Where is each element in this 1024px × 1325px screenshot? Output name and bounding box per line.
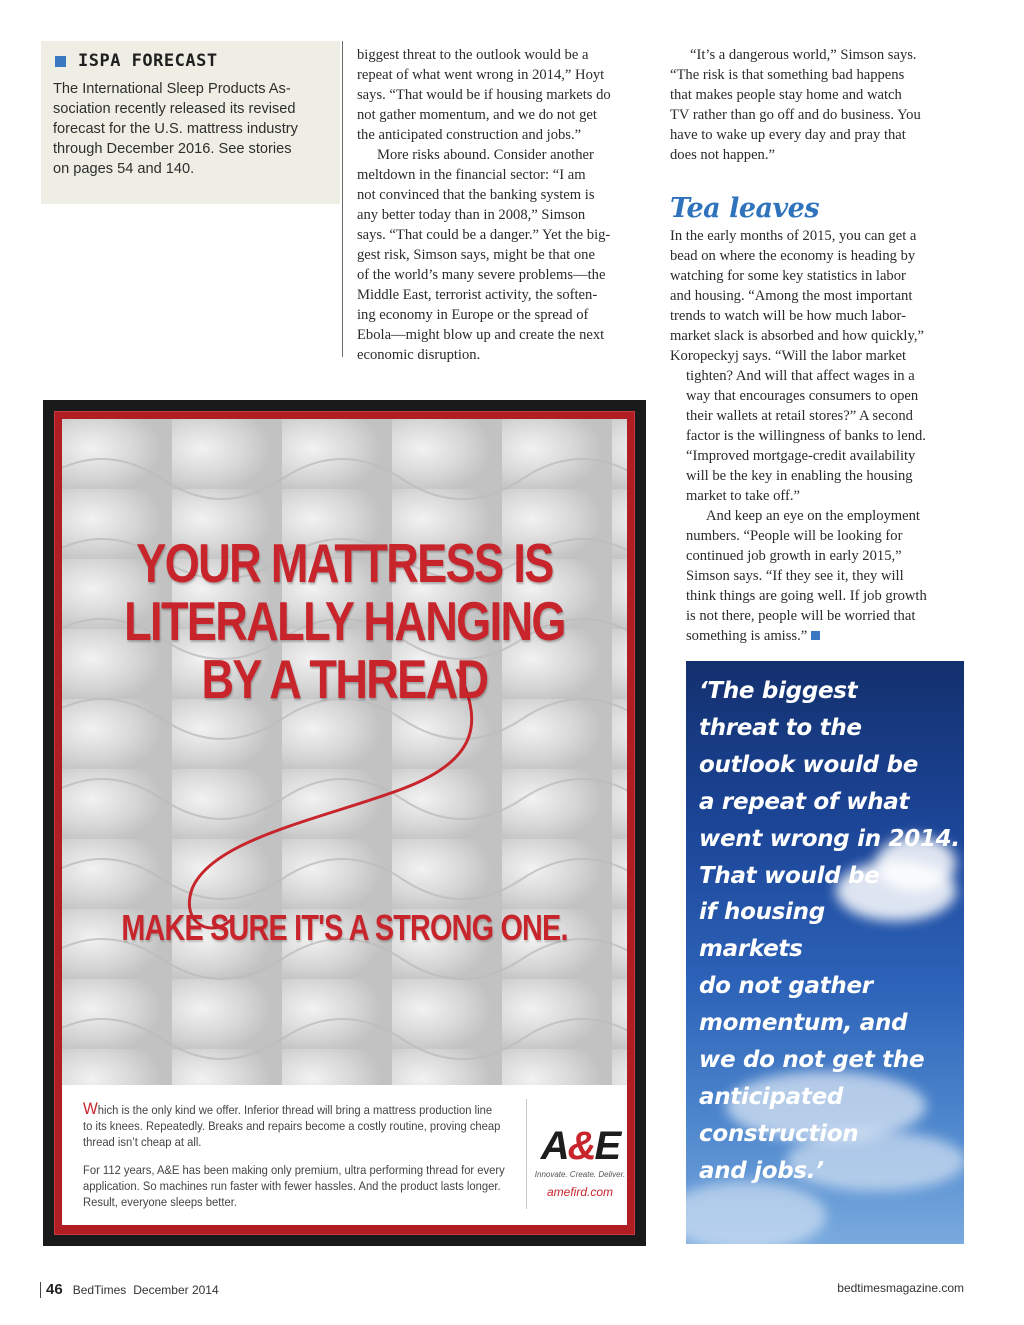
cloud-shape <box>686 1181 826 1244</box>
bullet-square-icon <box>55 56 66 67</box>
text-line: More risks abound. Consider another <box>377 147 594 163</box>
text-line: factor is the willingness of banks to lend. <box>686 428 926 444</box>
column-divider <box>342 41 343 357</box>
page-number: 46 <box>46 1281 63 1298</box>
text-line: watching for some key statistics in labor <box>670 268 906 284</box>
text-line: think things are going well. If job growth <box>686 588 927 604</box>
footer-rule <box>40 1282 41 1298</box>
text-line: not convinced that the banking system is <box>357 187 595 203</box>
ae-website-link[interactable]: amefird.com <box>546 1185 614 1199</box>
text-line: bead on where the economy is heading by <box>670 248 916 264</box>
text-line-last-text: something is amiss.” <box>686 628 808 644</box>
text-line: biggest threat to the outlook would be a <box>357 47 589 63</box>
ae-logo <box>535 1126 625 1166</box>
ad-body-copy <box>83 1099 505 1210</box>
text-line: Simson says. “If they see it, they will <box>686 568 904 584</box>
pull-quote-line: a repeat of what <box>699 788 910 815</box>
ad-headline-line: BY A THREAD <box>201 648 488 710</box>
pull-quote-line: went wrong in 2014. <box>699 825 960 852</box>
ispa-forecast-header <box>53 51 328 71</box>
text-line: any better today than in 2008,” Simson <box>357 207 586 223</box>
pull-quote-line: anticipated <box>699 1083 844 1110</box>
quilt-pattern <box>62 419 627 1092</box>
text-line: market slack is absorbed and how quickly,” <box>670 328 924 344</box>
ad-headline-line: LITERALLY HANGING <box>124 590 565 652</box>
text-line: In the early months of 2015, you can get a <box>670 228 917 244</box>
ispa-forecast-sidebar <box>41 41 340 204</box>
issue-date: December 2014 <box>133 1282 219 1297</box>
article-column-2 <box>357 45 647 365</box>
pull-quote-text <box>699 673 959 1190</box>
article-column-3 <box>670 45 970 165</box>
text-line: not gather momentum, and we do not get <box>357 107 597 123</box>
mattress-quilt-image <box>62 419 627 1092</box>
ad-copy-line: For 112 years, A&E has been making only premium, ultra performing thread for every <box>83 1163 505 1177</box>
end-mark-square-icon <box>811 631 820 640</box>
text-line: Koropeckyj says. “Will the labor market <box>670 348 907 364</box>
ad-headline <box>113 534 576 708</box>
pull-quote-line: That would be <box>699 862 880 889</box>
ad-copy-text: hich is the only kind we offer. Inferior thread will bring a mattress production line <box>97 1103 493 1117</box>
text-line: the anticipated construction and jobs.” <box>357 127 582 143</box>
pull-quote-line: momentum, and <box>699 1010 908 1037</box>
pull-quote-line: construction <box>699 1120 859 1147</box>
tea-leaves-continued <box>686 366 976 646</box>
text-line: is not there, people will be worried that <box>686 608 916 624</box>
ispa-line: on pages 54 and 140. <box>53 161 195 177</box>
pull-quote <box>686 661 964 1244</box>
logo-ampersand: & <box>567 1124 595 1168</box>
ad-red-border <box>54 411 635 1235</box>
logo-letter: A <box>540 1124 568 1168</box>
text-line: “It’s a dangerous world,” Simson says. <box>690 47 917 63</box>
text-line: says. “That would be if housing markets do <box>357 87 611 103</box>
ispa-forecast-body <box>53 79 328 179</box>
ad-copy-line: Result, everyone sleeps better. <box>83 1195 237 1209</box>
footer-website-link[interactable]: bedtimesmagazine.com <box>837 1281 964 1295</box>
text-line: gest risk, Simson says, might be that one <box>357 247 595 263</box>
text-line: repeat of what went wrong in 2014,” Hoyt <box>357 67 605 83</box>
ispa-line: The International Sleep Products As- <box>53 81 291 97</box>
text-line: market to take off.” <box>686 488 800 504</box>
ispa-line: through December 2016. See stories <box>53 141 292 157</box>
ad-headline-line: YOUR MATTRESS IS <box>136 532 553 594</box>
pull-quote-line: do not gather <box>699 973 873 1000</box>
text-line: Ebola—might blow up and create the next <box>357 327 605 343</box>
pull-quote-line: outlook would be <box>699 751 919 778</box>
section-heading-tea-leaves: Tea leaves <box>670 193 820 224</box>
text-line: of the world’s many severe problems—the <box>357 267 606 283</box>
text-line: And keep an eye on the employment <box>706 508 920 524</box>
ad-copy-line: thread isn’t cheap at all. <box>83 1135 202 1149</box>
text-line: meltdown in the financial sector: “I am <box>357 167 586 183</box>
text-line: way that encourages consumers to open <box>686 388 919 404</box>
pull-quote-line: markets <box>699 936 803 963</box>
ad-divider <box>526 1099 527 1209</box>
pull-quote-line: we do not get the <box>699 1047 925 1074</box>
text-line-last <box>686 626 976 646</box>
pull-quote-line: threat to the <box>699 714 862 741</box>
ad-copy-line: application. So machines run faster with fewer hassles. And the product lasts longer. <box>83 1179 501 1193</box>
ae-slogan: Innovate. Create. Deliver. <box>534 1170 626 1179</box>
ad-copy-line: to its knees. Repeatedly. Breaks and repairs become a costly routine, proving cheap <box>83 1119 501 1133</box>
ad-copy-line <box>83 1099 493 1118</box>
publication-name: BedTimes <box>72 1282 127 1297</box>
text-line: “The risk is that something bad happens <box>670 67 905 83</box>
ispa-line: forecast for the U.S. mattress industry <box>53 121 298 137</box>
text-line: tighten? And will that affect wages in a <box>686 368 915 384</box>
ispa-line: sociation recently released its revised <box>53 101 296 117</box>
text-line: trends to watch will be how much labor- <box>670 308 906 324</box>
text-line: TV rather than go off and do business. You <box>670 107 921 123</box>
logo-letter: E <box>594 1124 620 1168</box>
ad-copy-panel <box>62 1085 627 1225</box>
pull-quote-line: and jobs.’ <box>699 1157 824 1184</box>
advertisement[interactable] <box>43 400 646 1246</box>
text-line: says. “That could be a danger.” Yet the big- <box>357 227 611 243</box>
spacer <box>83 1150 479 1162</box>
pull-quote-line: ‘The biggest <box>699 678 858 704</box>
page-footer-left <box>40 1281 219 1298</box>
ispa-forecast-title: ISPA FORECAST <box>78 51 218 71</box>
ad-tagline: MAKE SURE IT'S A STRONG ONE. <box>121 907 568 948</box>
text-line: “Improved mortgage-credit availability <box>686 448 916 464</box>
text-line: does not happen.” <box>670 147 775 163</box>
tea-leaves-paragraph <box>670 226 970 366</box>
text-line: numbers. “People will be looking for <box>686 528 903 544</box>
text-line: will be the key in enabling the housing <box>686 468 913 484</box>
pull-quote-line: if housing <box>699 899 825 926</box>
text-line: and housing. “Among the most important <box>670 288 913 304</box>
text-line: Middle East, terrorist activity, the soften- <box>357 287 598 303</box>
text-line: ing economy in Europe or the spread of <box>357 307 589 323</box>
text-line: that makes people stay home and watch <box>670 87 902 103</box>
text-line: their wallets at retail stores?” A second <box>686 408 913 424</box>
text-line: continued job growth in early 2015,” <box>686 548 902 564</box>
text-line: have to wake up every day and pray that <box>670 127 906 143</box>
ad-drop-cap: W <box>83 1099 98 1118</box>
text-line: economic disruption. <box>357 347 481 363</box>
